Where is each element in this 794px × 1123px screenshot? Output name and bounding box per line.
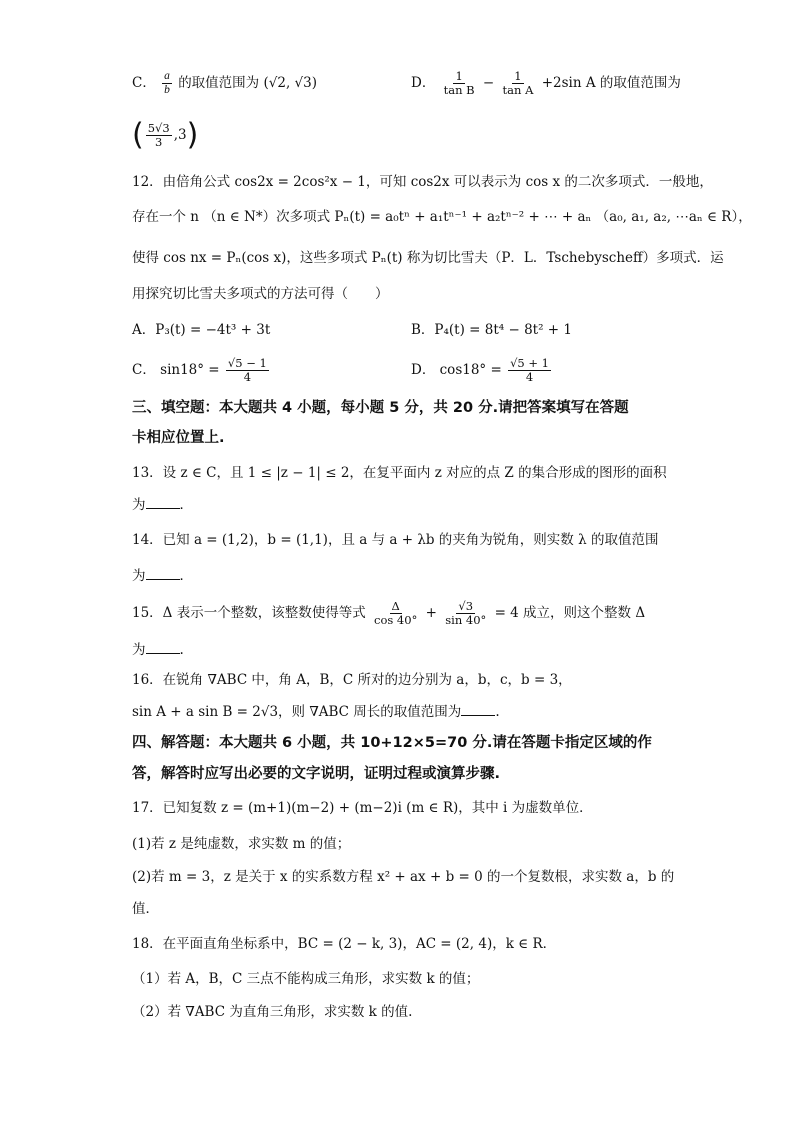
q16-answer-blank[interactable] [461,703,495,716]
section-4-heading-line-1: 四、解答题：本大题共 6 小题，共 10+12×5=70 分.请在答题卡指定区域的作 [132,735,652,751]
q11-option-d-label: D． [411,75,436,91]
q12-option-a: A．P₃(t) = −4t³ + 3t [132,322,271,338]
q11-option-c [132,70,317,97]
q12-option-d: D． cos18° = $\frac{√5 + 1}{4}$ [411,356,549,384]
q12-option-b: B．P₄(t) = 8t⁴ − 8t² + 1 [411,322,572,338]
q15-answer-blank[interactable] [146,641,180,654]
q12-line-2: 存在一个 n （n ∈ N*）次多项式 Pₙ(t) = a₀tⁿ + a₁tⁿ⁻¹ + a₂tⁿ⁻² + ⋯ + aₙ （a₀, a₁, a₂, ⋯aₙ ∈ R）， [132,209,752,225]
q12-line-1: 12．由倍角公式 cos2x = 2cos²x − 1，可知 cos2x 可以表示为 cos x 的二次多项式．一般地， [132,174,713,190]
q11-option-c-text: 的取值范围为 [178,75,260,91]
q14-line-1: 14．已知 a = (1,2)，b = (1,1)，且 a 与 a + λb 的夹角为锐角，则实数 λ 的取值范围 [132,532,659,548]
q11-option-d [411,70,681,97]
section-3-heading-line-1: 三、填空题：本大题共 4 小题，每小题 5 分，共 20 分.请把答案填写在答题 [132,400,629,416]
q15-fraction-2: $\frac{√3}{\sin 40^\circ}$ [445,599,487,627]
q17-part-2: (2)若 m = 3，z 是关于 x 的实系数方程 x² + ax + b = 0 的一个复数根，求实数 a，b 的 [132,869,675,885]
q11-option-d-minus: − [482,75,495,91]
q11-option-d-tail: +2sin A 的取值范围为 [541,75,681,91]
q13-line-2: 为 ． [132,497,193,513]
q11-option-c-label: C． [132,75,156,91]
q16-line-2: sin A + a sin B = 2√3，则 ∇ABC 周长的取值范围为 . [132,704,500,720]
q13-answer-blank[interactable] [146,496,180,509]
q12-option-d-fraction: $\frac{√5 + 1}{4}$ [510,356,549,384]
q13-line-1: 13．设 z ∈ C，且 1 ≤ |z − 1| ≤ 2，在复平面内 z 对应的点 Z 的集合形成的图形的面积 [132,465,667,481]
q12-option-c-fraction: $\frac{√5 - 1}{4}$ [227,356,267,384]
q18-part-1: （1）若 A，B，C 三点不能构成三角形，求实数 k 的值； [132,971,480,987]
q11-option-d-range: ( $\frac{5√3}{3}$ ,3) [132,117,199,153]
q15-line-1: 15．Δ 表示一个整数，该整数使得等式 $\frac{\Delta}{\cos 40^\circ}$ + $\frac{√3}{\sin 40^\circ}$ = 4 成立，则这个整数 Δ [132,599,646,627]
q12-line-3: 使得 cos nx = Pₙ(cos x)，这些多项式 Pₙ(t) 称为切比雪夫（P．L．Tschebyscheff）多项式．运 [132,250,724,266]
q15-line-2: 为 . [132,642,184,658]
q18-part-2: （2）若 ∇ABC 为直角三角形，求实数 k 的值. [132,1004,413,1020]
section-4-heading-line-2: 答，解答时应写出必要的文字说明，证明过程或演算步骤. [132,766,501,782]
q17-line-1: 17．已知复数 z = (m+1)(m−2) + (m−2)i (m ∈ R)，其中 i 为虚数单位． [132,800,593,816]
q12-line-4: 用探究切比雪夫多项式的方法可得（ ） [132,286,389,302]
q11-option-d-fraction-2: $\frac{1}{\text{tan A}}$ [502,69,534,97]
section-3-heading-line-2: 卡相应位置上. [132,430,225,446]
q11-option-c-fraction: $\frac{a}{b}$ [164,70,170,96]
q16-line-1: 16．在锐角 ∇ABC 中，角 A，B，C 所对的边分别为 a，b，c，b = 3， [132,672,572,688]
q14-line-2: 为 ． [132,568,193,584]
q14-answer-blank[interactable] [146,567,180,580]
q12-option-c: C． sin18° = $\frac{√5 - 1}{4}$ [132,356,267,384]
q15-fraction-1: $\frac{\Delta}{\cos 40^\circ}$ [374,599,418,627]
q11-option-c-range: (√2, √3) [263,75,317,91]
q11-option-d-fraction-1: $\frac{1}{\text{tan B}}$ [443,69,475,97]
q18-line-1: 18．在平面直角坐标系中，BC = (2 − k, 3)，AC = (2, 4)，k ∈ R． [132,936,557,952]
q17-part-1: (1)若 z 是纯虚数，求实数 m 的值； [132,836,351,852]
q11-option-d-range-fraction: $\frac{5√3}{3}$ [147,121,170,149]
q17-part-2-cont: 值． [132,901,159,917]
